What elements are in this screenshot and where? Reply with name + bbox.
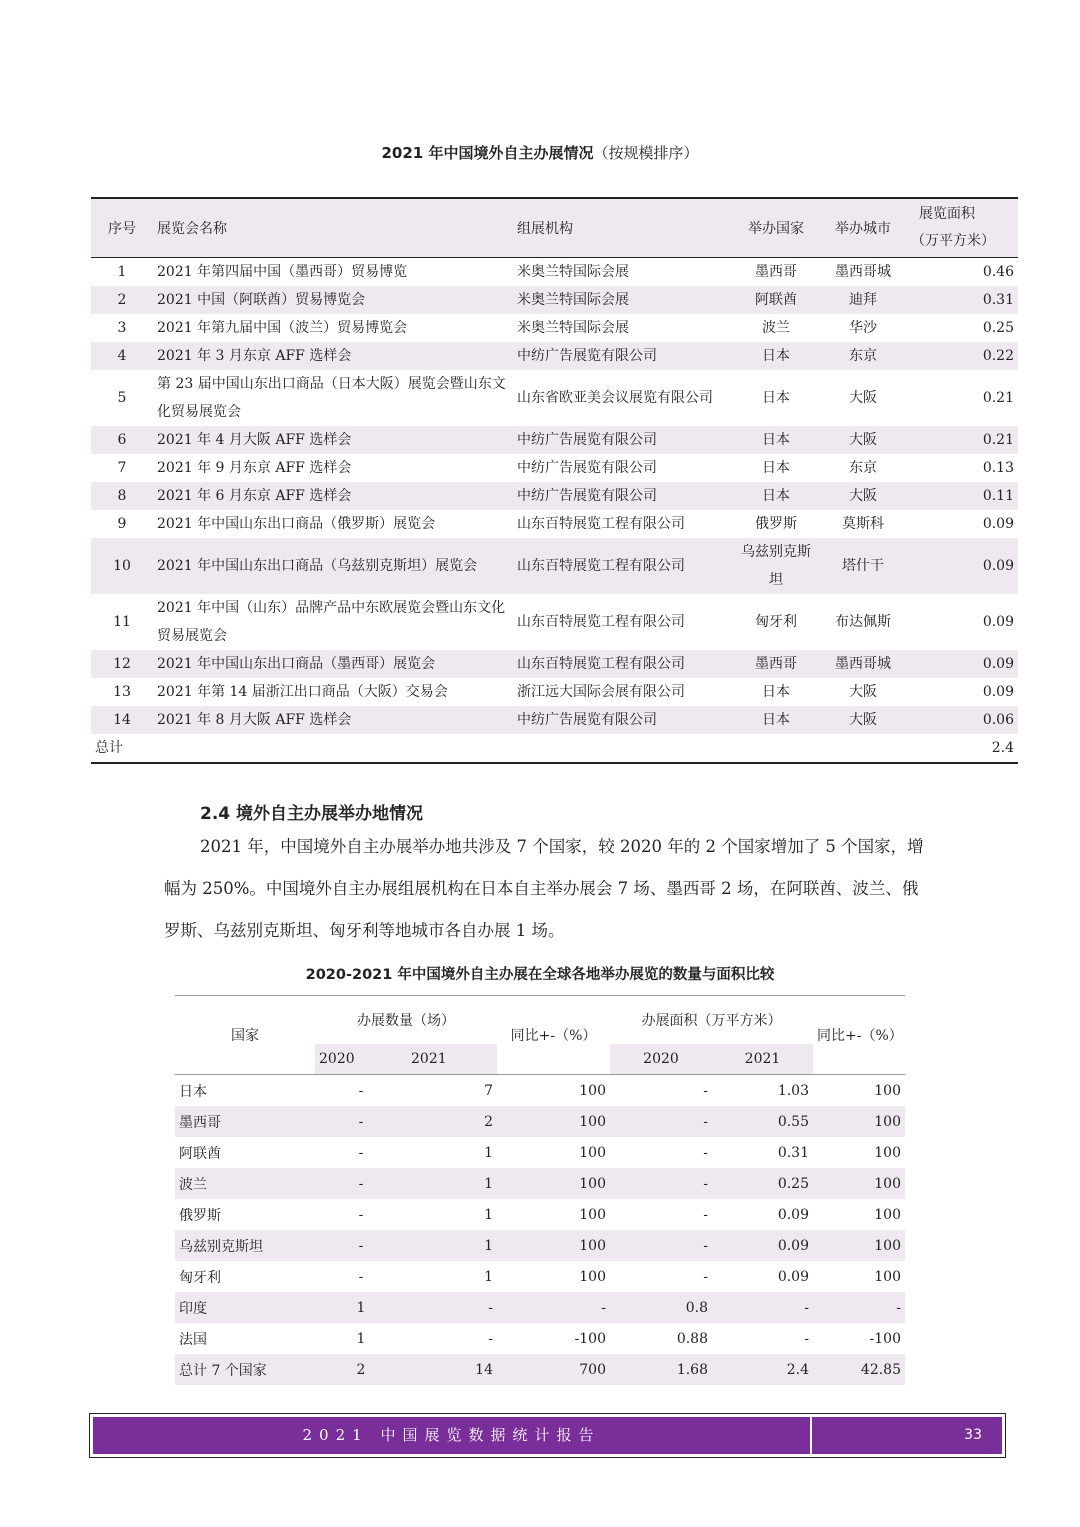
table-row [91, 286, 1018, 314]
row-area-2021: 1.03 [777, 1082, 809, 1099]
col-header-area [907, 198, 1018, 258]
table-row [175, 1230, 905, 1261]
row-no: 4 [91, 342, 153, 370]
row-city: 大阪 [819, 482, 907, 510]
row-country: 日本 [762, 684, 790, 700]
row-area-2021: - [712, 1292, 813, 1323]
row-area-2020: - [610, 1168, 712, 1199]
table-row [91, 510, 1018, 538]
row-area-yoy: 100 [874, 1144, 901, 1161]
table1-total-row [91, 734, 1018, 763]
table1-title-text: 2021 年中国境外自主办展情况 [381, 144, 594, 162]
row-area-2020: - [703, 1082, 708, 1099]
row-country: 日本 [179, 1083, 207, 1100]
col-header-2021a: 2021 [407, 1044, 497, 1075]
table-row [91, 594, 1018, 650]
row-count-2021: 1 [484, 1144, 493, 1161]
table-row [91, 650, 1018, 678]
row-org: 米奥兰特国际会展 [513, 286, 733, 314]
row-area: 0.11 [907, 482, 1018, 510]
row-no: 13 [113, 684, 131, 700]
row-count-2020: 1 [356, 1330, 366, 1347]
row-area-2021: 0.09 [777, 1206, 809, 1223]
row-city: 大阪 [819, 706, 907, 734]
row-no: 10 [91, 538, 153, 594]
row-city: 墨西哥城 [835, 264, 891, 280]
row-area-2020: 1.68 [610, 1354, 712, 1385]
row-country: 日本 [733, 482, 819, 510]
row-area-2020: 0.88 [676, 1330, 708, 1347]
row-area: 0.13 [982, 460, 1014, 476]
row-name: 2021 年第九届中国（波兰）贸易博览会 [157, 320, 408, 336]
col-header-area-line1: 展览面积 [919, 206, 975, 222]
row-count-yoy: 100 [579, 1144, 606, 1161]
row-name: 2021 年中国山东出口商品（俄罗斯）展览会 [157, 516, 436, 532]
row-count-yoy: 700 [497, 1354, 610, 1385]
row-org: 山东百特展览工程有限公司 [517, 614, 685, 630]
row-no: 8 [91, 482, 153, 510]
row-country: 波兰 [175, 1168, 315, 1199]
row-country: 日本 [733, 342, 819, 370]
row-count-2020: - [315, 1230, 407, 1261]
row-area: 0.09 [907, 538, 1018, 594]
row-area-2021: 2.4 [712, 1354, 813, 1385]
row-count-2021: - [407, 1292, 497, 1323]
table2-title: 2020-2021 年中国境外自主办展在全球各地举办展览的数量与面积比较 [305, 967, 775, 983]
section-heading: 2.4 境外自主办展举办地情况 [200, 804, 424, 824]
row-count-yoy: 100 [579, 1268, 606, 1285]
row-country: 日本 [762, 460, 790, 476]
row-name: 2021 中国（阿联酋）贸易博览会 [153, 286, 513, 314]
row-no: 11 [113, 614, 131, 630]
col-header-city: 举办城市 [819, 198, 907, 258]
table1-title [0, 142, 1080, 163]
row-area: 0.06 [907, 706, 1018, 734]
row-area: 0.25 [982, 320, 1014, 336]
total-value: 2.4 [991, 740, 1014, 756]
row-count-2020: 2 [315, 1354, 407, 1385]
row-no: 7 [117, 460, 127, 476]
row-country: 匈牙利 [755, 614, 797, 630]
page-number: 33 [964, 1427, 982, 1443]
row-count-yoy: 100 [497, 1230, 610, 1261]
row-city: 东京 [849, 460, 877, 476]
row-area-2021: 0.25 [712, 1168, 813, 1199]
row-area-yoy: 100 [874, 1206, 901, 1223]
row-name: 2021 年中国（山东）品牌产品中东欧展览会暨山东文化贸易展览会 [157, 600, 506, 644]
col-header-yoy2: 同比+-（%） [813, 996, 905, 1075]
row-name: 2021 年 6 月东京 AFF 选样会 [153, 482, 513, 510]
row-no: 5 [117, 390, 127, 406]
row-country: 匈牙利 [179, 1269, 221, 1286]
table-row [91, 706, 1018, 734]
row-area-2021: 0.31 [777, 1144, 809, 1161]
row-org: 浙江远大国际会展有限公司 [517, 684, 685, 700]
row-org: 山东百特展览工程有限公司 [517, 516, 685, 532]
section-paragraph: 2021 年，中国境外自主办展举办地共涉及 7 个国家，较 2020 年的 2 个国家增加了 5 个国家，增幅为 250%。中国境外自主办展组展机构在日本自主举办展会 7 场、墨西哥 2 场，在阿联酋、波兰、俄罗斯、乌兹别克斯坦、匈牙利等地城市各自办展 1 场。 [164, 837, 924, 940]
row-org: 中纺广告展览有限公司 [513, 482, 733, 510]
row-city: 东京 [819, 342, 907, 370]
row-count-2020: - [358, 1144, 364, 1161]
table-row [175, 1199, 905, 1230]
row-org: 山东省欧亚美会议展览有限公司 [517, 390, 713, 406]
row-country: 乌兹别克斯坦 [175, 1230, 315, 1261]
row-area-2020: - [703, 1268, 708, 1285]
row-country: 日本 [762, 390, 790, 406]
country-comparison-table [175, 995, 905, 1385]
row-area-yoy: 100 [813, 1168, 905, 1199]
page-footer [89, 1413, 1006, 1458]
row-count-2020: - [358, 1206, 364, 1223]
row-org: 米奥兰特国际会展 [517, 264, 629, 280]
row-country: 日本 [733, 426, 819, 454]
col-header-count-group: 办展数量（场） [357, 1013, 455, 1029]
col-header-country2: 国家 [175, 996, 315, 1075]
row-name: 2021 年第四届中国（墨西哥）贸易博览 [157, 264, 408, 280]
table-row [91, 426, 1018, 454]
row-count-2021: 2 [407, 1106, 497, 1137]
row-area-2021: 0.09 [712, 1230, 813, 1261]
row-city: 墨西哥城 [819, 650, 907, 678]
row-no: 1 [117, 264, 127, 280]
row-count-2021: 1 [484, 1268, 493, 1285]
row-city: 华沙 [849, 320, 877, 336]
table-row [91, 258, 1018, 287]
row-no: 2 [91, 286, 153, 314]
row-country: 波兰 [762, 320, 790, 336]
table-row [91, 314, 1018, 342]
col-header-area-group: 办展面积（万平方米） [641, 1013, 782, 1029]
row-count-yoy: 100 [497, 1106, 610, 1137]
row-area-2020: - [610, 1106, 712, 1137]
table1-header-row [91, 198, 1018, 258]
row-area: 0.22 [907, 342, 1018, 370]
col-header-org: 组展机构 [513, 198, 733, 258]
table-row [175, 1292, 905, 1323]
footer-bar [93, 1417, 1002, 1454]
row-country: 法国 [179, 1331, 207, 1348]
row-count-2021: 7 [484, 1082, 493, 1099]
row-country: 墨西哥 [733, 650, 819, 678]
row-org: 米奥兰特国际会展 [517, 320, 629, 336]
table-row [175, 1137, 905, 1168]
table-row [91, 370, 1018, 426]
row-country: 阿联酋 [179, 1145, 221, 1162]
table2-header-row1 [175, 996, 905, 1045]
table-row [175, 1261, 905, 1292]
col-header-2020b: 2020 [610, 1044, 712, 1075]
row-org: 中纺广告展览有限公司 [517, 460, 657, 476]
row-country: 墨西哥 [755, 264, 797, 280]
row-country: 俄罗斯 [755, 516, 797, 532]
row-org: 山东百特展览工程有限公司 [513, 538, 733, 594]
col-header-yoy1: 同比+-（%） [497, 996, 610, 1075]
row-count-yoy: - [497, 1292, 610, 1323]
row-org: 山东百特展览工程有限公司 [513, 650, 733, 678]
row-country: 日本 [733, 706, 819, 734]
row-count-yoy: 100 [497, 1168, 610, 1199]
row-count-2020: - [315, 1106, 407, 1137]
row-country: 印度 [175, 1292, 315, 1323]
row-name: 2021 年第 14 届浙江出口商品（大阪）交易会 [157, 684, 448, 700]
table-row [175, 1354, 905, 1385]
row-count-2020: - [358, 1268, 364, 1285]
row-area: 0.09 [982, 614, 1014, 630]
table-row [91, 482, 1018, 510]
row-name: 2021 年中国山东出口商品（墨西哥）展览会 [153, 650, 513, 678]
col-header-name: 展览会名称 [153, 198, 513, 258]
row-area-2020: 0.8 [610, 1292, 712, 1323]
table-row [175, 1075, 905, 1107]
col-header-2021b: 2021 [712, 1044, 813, 1075]
table-row [91, 678, 1018, 706]
row-area-2021: 0.55 [712, 1106, 813, 1137]
row-area: 0.09 [907, 650, 1018, 678]
row-area-2021: - [804, 1330, 809, 1347]
row-count-2021: - [488, 1330, 493, 1347]
row-count-yoy: 100 [579, 1082, 606, 1099]
row-area-yoy: 42.85 [813, 1354, 905, 1385]
row-country: 乌兹别克斯坦 [733, 538, 819, 594]
row-area-2021: 0.09 [777, 1268, 809, 1285]
table-row [175, 1323, 905, 1354]
col-header-country: 举办国家 [733, 198, 819, 258]
row-area: 0.09 [982, 516, 1014, 532]
row-name: 2021 年中国山东出口商品（乌兹别克斯坦）展览会 [153, 538, 513, 594]
row-count-yoy: -100 [574, 1330, 606, 1347]
row-count-2021: 1 [407, 1230, 497, 1261]
row-count-2021: 14 [407, 1354, 497, 1385]
col-header-2020a: 2020 [315, 1044, 407, 1075]
col-header-area-line2: （万平方米） [911, 233, 995, 249]
row-no: 12 [91, 650, 153, 678]
overseas-exhibitions-table [91, 197, 1018, 764]
table-row [91, 454, 1018, 482]
row-city: 大阪 [819, 426, 907, 454]
row-no: 9 [117, 516, 127, 532]
row-no: 14 [91, 706, 153, 734]
row-name: 2021 年 8 月大阪 AFF 选样会 [153, 706, 513, 734]
row-count-2020: - [358, 1082, 364, 1099]
row-city: 塔什干 [819, 538, 907, 594]
table-row [175, 1106, 905, 1137]
row-name: 2021 年 9 月东京 AFF 选样会 [157, 460, 352, 476]
row-area-yoy: 100 [813, 1106, 905, 1137]
table1-subtitle: （按规模排序） [593, 144, 699, 162]
row-area-2020: - [703, 1144, 708, 1161]
row-name: 2021 年 4 月大阪 AFF 选样会 [153, 426, 513, 454]
total-label: 总计 [95, 740, 123, 756]
row-area-2020: - [610, 1230, 712, 1261]
row-name: 2021 年 3 月东京 AFF 选样会 [153, 342, 513, 370]
row-area-yoy: 100 [813, 1230, 905, 1261]
row-country: 墨西哥 [175, 1106, 315, 1137]
row-area-yoy: -100 [869, 1330, 901, 1347]
row-country: 阿联酋 [733, 286, 819, 314]
row-count-2021: 1 [407, 1168, 497, 1199]
row-area-yoy: 100 [874, 1268, 901, 1285]
row-count-2020: 1 [315, 1292, 407, 1323]
row-count-yoy: 100 [579, 1206, 606, 1223]
col-header-no: 序号 [91, 198, 153, 258]
row-org: 中纺广告展览有限公司 [513, 426, 733, 454]
footer-title: 2021 中国展览数据统计报告 [93, 1417, 812, 1454]
table-row [91, 538, 1018, 594]
row-area: 0.21 [982, 390, 1014, 406]
table-row [175, 1168, 905, 1199]
row-area: 0.09 [982, 684, 1014, 700]
row-org: 中纺广告展览有限公司 [513, 342, 733, 370]
row-country: 总计 7 个国家 [175, 1354, 315, 1385]
row-org: 中纺广告展览有限公司 [513, 706, 733, 734]
row-area: 0.21 [907, 426, 1018, 454]
row-country: 俄罗斯 [179, 1207, 221, 1224]
table-row [91, 342, 1018, 370]
row-city: 布达佩斯 [835, 614, 891, 630]
row-area: 0.31 [907, 286, 1018, 314]
row-count-2020: - [315, 1168, 407, 1199]
row-count-2021: 1 [484, 1206, 493, 1223]
row-area-2020: - [703, 1206, 708, 1223]
row-area-yoy: - [813, 1292, 905, 1323]
row-no: 3 [117, 320, 127, 336]
row-city: 大阪 [849, 684, 877, 700]
row-city: 莫斯科 [842, 516, 884, 532]
row-area: 0.46 [982, 264, 1014, 280]
row-name: 第 23 届中国山东出口商品（日本大阪）展览会暨山东文化贸易展览会 [157, 376, 506, 420]
row-city: 大阪 [849, 390, 877, 406]
row-city: 迪拜 [819, 286, 907, 314]
row-no: 6 [91, 426, 153, 454]
row-area-yoy: 100 [874, 1082, 901, 1099]
